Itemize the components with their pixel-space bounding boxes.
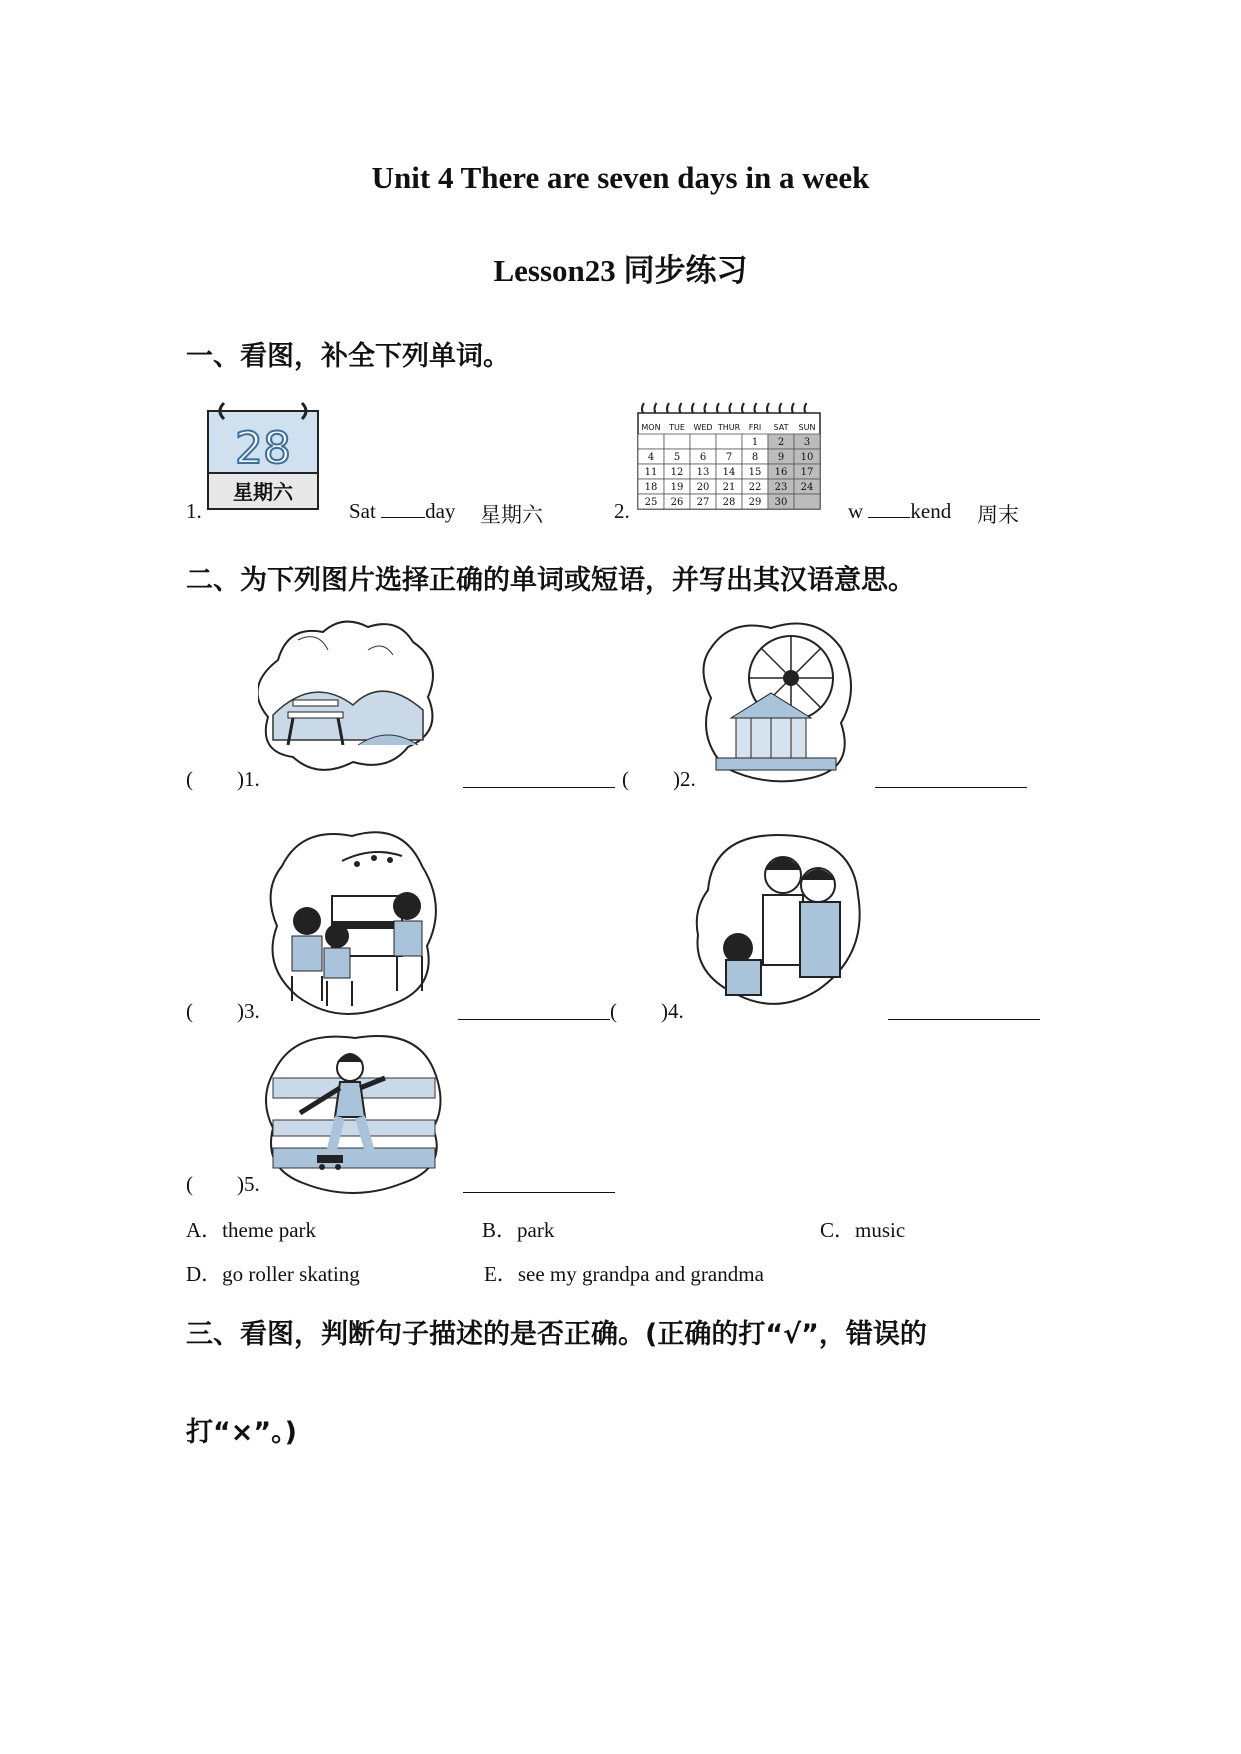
- item-4-answer-line[interactable]: [888, 1001, 1040, 1020]
- section3-heading-line2: 打“×”。): [186, 1417, 297, 1448]
- calendar-day-cell: [690, 434, 716, 449]
- calendar-header-cell: TUE: [669, 423, 685, 432]
- calendar-day-cell: [794, 494, 820, 509]
- month-calendar-icon: [634, 401, 824, 515]
- calendar-day-number: 14: [722, 467, 736, 478]
- section3-heading-line1: 三、看图，判断句子描述的是否正确。(正确的打“√”，错误的: [186, 1319, 927, 1350]
- calendar-day-number: 6: [699, 452, 707, 463]
- calendar-day-cell: [716, 434, 742, 449]
- item1-blank[interactable]: [381, 499, 425, 518]
- option-a-text: theme park: [222, 1218, 317, 1242]
- calendar-day-number: 19: [670, 482, 684, 493]
- item2-meaning: 周末: [977, 503, 1019, 527]
- calendar-day-cell: [664, 434, 690, 449]
- calendar-day-number: 15: [748, 467, 762, 478]
- calendar-date: 28: [235, 423, 291, 474]
- calendar-day-number: 26: [670, 497, 684, 508]
- item2-suffix: kend: [910, 499, 952, 523]
- calendar-day-number: 24: [800, 482, 814, 493]
- item-1-answer-line[interactable]: [463, 769, 615, 788]
- calendar-day-number: 13: [696, 467, 710, 478]
- roller-skating-picture: [265, 1030, 443, 1194]
- item-2-paren: (: [622, 767, 629, 791]
- item-3-paren: (: [186, 999, 193, 1023]
- item2-blank[interactable]: [868, 499, 910, 518]
- item-3-answer-line[interactable]: [458, 1001, 610, 1020]
- option-c: [820, 1214, 905, 1244]
- park-picture: [258, 620, 440, 780]
- calendar-day-number: 12: [670, 467, 684, 478]
- item-1-paren: (: [186, 767, 193, 791]
- desk-calendar-icon: [204, 401, 322, 513]
- calendar-day-number: 9: [777, 452, 785, 463]
- calendar-header-cell: SAT: [773, 423, 789, 432]
- option-d-letter: D．: [186, 1262, 223, 1286]
- item-5-paren: (: [186, 1172, 193, 1196]
- calendar-day-number: 1: [751, 437, 759, 448]
- item-1-label: )1.: [237, 767, 260, 791]
- grandparents-picture: [688, 830, 864, 1010]
- calendar-day-number: 21: [722, 482, 736, 493]
- calendar-day-number: 17: [800, 467, 814, 478]
- calendar-day-number: 16: [774, 467, 788, 478]
- option-c-letter: C．: [820, 1218, 856, 1242]
- calendar-weekday: 星期六: [233, 480, 293, 504]
- calendar-day-number: 23: [774, 482, 788, 493]
- calendar-day-number: 28: [722, 497, 736, 508]
- calendar-day-cell: [638, 434, 664, 449]
- calendar-day-number: 8: [751, 452, 759, 463]
- document-title: Unit 4 There are seven days in a week: [371, 160, 870, 195]
- calendar-day-number: 2: [777, 437, 785, 448]
- item-5-label: )5.: [237, 1172, 260, 1196]
- calendar-day-number: 7: [725, 452, 733, 463]
- option-e: [484, 1258, 764, 1288]
- option-b: [482, 1214, 554, 1244]
- calendar-header-cell: THUR: [717, 423, 741, 432]
- item-4-label: )4.: [661, 999, 684, 1023]
- calendar-day-number: 27: [696, 497, 710, 508]
- calendar-day-number: 10: [800, 452, 814, 463]
- option-b-letter: B．: [482, 1218, 518, 1242]
- option-c-text: music: [855, 1218, 906, 1242]
- calendar-header-cell: MON: [641, 423, 661, 432]
- item1-prefix: Sat: [349, 499, 376, 523]
- calendar-header-cell: SUN: [798, 423, 816, 432]
- option-e-text: see my grandpa and grandma: [517, 1262, 764, 1286]
- option-a: [186, 1214, 316, 1244]
- calendar-day-number: 29: [748, 497, 762, 508]
- music-picture: [262, 826, 440, 1018]
- theme-park-picture: [696, 618, 854, 783]
- item2-prefix: w: [848, 499, 864, 523]
- item-3-label: )3.: [237, 999, 260, 1023]
- option-a-letter: A．: [186, 1218, 223, 1242]
- section2-heading: 二、为下列图片选择正确的单词或短语，并写出其汉语意思。: [186, 565, 915, 596]
- option-e-letter: E．: [484, 1262, 518, 1286]
- item1-suffix: day: [425, 499, 456, 523]
- item-5-answer-line[interactable]: [463, 1174, 615, 1193]
- calendar-day-number: 22: [748, 482, 762, 493]
- option-d: [186, 1258, 360, 1288]
- document-subtitle: Lesson23 同步练习: [493, 253, 748, 288]
- calendar-day-number: 3: [803, 437, 811, 448]
- calendar-day-number: 25: [644, 497, 658, 508]
- calendar-day-number: 5: [673, 452, 681, 463]
- item1-number: 1.: [186, 499, 202, 523]
- option-b-text: park: [517, 1218, 555, 1242]
- section1-heading: 一、看图，补全下列单词。: [186, 341, 510, 372]
- calendar-day-number: 30: [774, 497, 788, 508]
- calendar-header-cell: FRI: [748, 423, 762, 432]
- item1-meaning: 星期六: [480, 503, 543, 527]
- option-d-text: go roller skating: [222, 1262, 360, 1286]
- item-4-paren: (: [610, 999, 617, 1023]
- calendar-header-cell: WED: [693, 423, 713, 432]
- item2-number: 2.: [614, 499, 630, 523]
- item2-word: [848, 499, 951, 524]
- item1-word: [349, 499, 455, 524]
- calendar-day-number: 11: [644, 467, 658, 478]
- calendar-day-number: 20: [696, 482, 710, 493]
- item-2-answer-line[interactable]: [875, 769, 1027, 788]
- item-2-label: )2.: [673, 767, 696, 791]
- calendar-day-number: 4: [647, 452, 655, 463]
- calendar-day-number: 18: [644, 482, 658, 493]
